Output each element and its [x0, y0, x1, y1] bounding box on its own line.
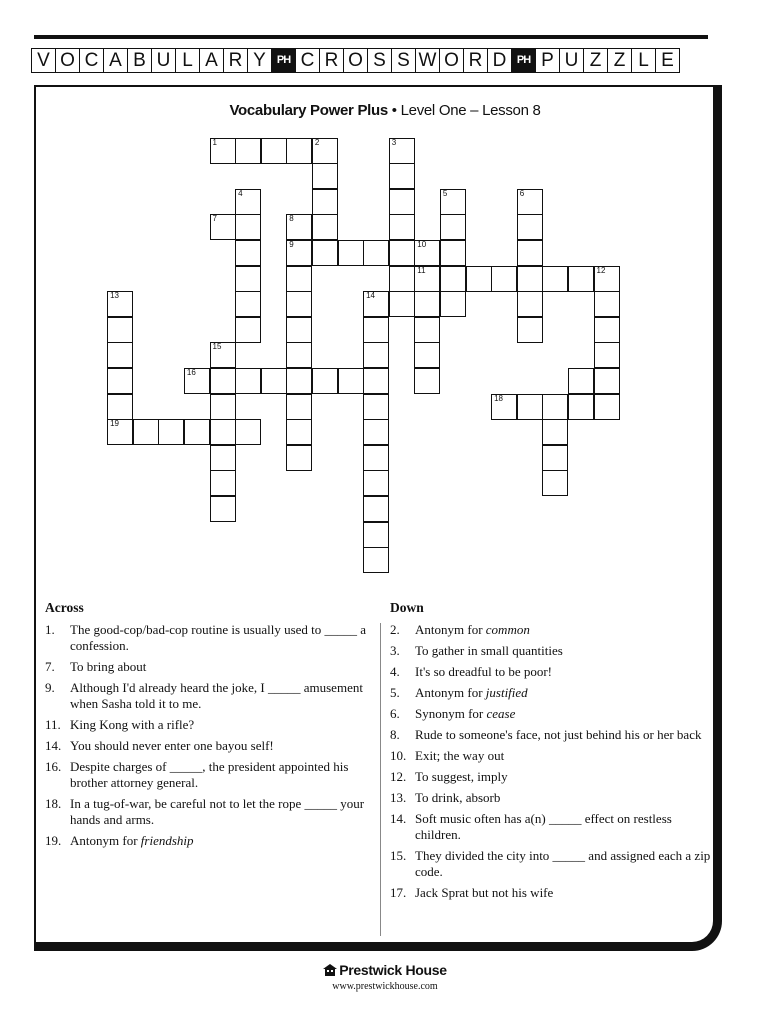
clue-text: Although I'd already heard the joke, I _____ amusement when Sasha told it to me. — [70, 680, 363, 711]
grid-cell[interactable] — [363, 317, 389, 343]
clue-number: 2 — [314, 137, 320, 147]
publisher-url[interactable]: www.prestwickhouse.com — [332, 981, 438, 992]
grid-cell[interactable] — [363, 547, 389, 573]
grid-cell[interactable] — [389, 189, 415, 215]
banner-letter: L — [631, 48, 656, 73]
clue-num: 15. — [390, 848, 407, 863]
grid-cell[interactable] — [594, 394, 620, 420]
grid-cell[interactable] — [542, 394, 568, 420]
grid-cell[interactable] — [261, 138, 287, 164]
down-heading: Down — [390, 600, 424, 615]
clue-text: Despite charges of _____, the president appointed his brother attorney general. — [70, 759, 349, 790]
clue-text: In a tug-of-war, be careful not to let the rope _____ your hands and arms. — [70, 796, 365, 827]
clue-number: 14 — [366, 291, 375, 301]
grid-cell[interactable] — [440, 291, 466, 317]
clue-num: 18. — [45, 796, 62, 811]
grid-cell[interactable] — [312, 240, 338, 266]
banner-logo-cell: PH — [511, 48, 536, 73]
grid-cell[interactable] — [210, 214, 236, 240]
grid-cell[interactable] — [210, 138, 236, 164]
grid-cell[interactable] — [312, 189, 338, 215]
grid-cell[interactable] — [594, 291, 620, 317]
clue-text: Antonym for friendship — [70, 833, 194, 848]
clue-num: 12. — [390, 769, 407, 784]
across-clue — [45, 717, 380, 733]
grid-cell[interactable] — [389, 291, 415, 317]
down-clue — [390, 727, 720, 743]
clue-number: 6 — [519, 188, 525, 198]
clue-number: 15 — [212, 342, 222, 352]
clue-text: The good-cop/bad-cop routine is usually used to _____ a confession. — [70, 622, 367, 653]
grid-cell[interactable] — [594, 368, 620, 394]
grid-cell[interactable] — [312, 368, 338, 394]
grid-cell[interactable] — [363, 394, 389, 420]
clue-number: 18 — [494, 393, 503, 403]
banner-letter: P — [535, 48, 560, 73]
banner-letter: U — [559, 48, 584, 73]
grid-cell[interactable] — [235, 189, 261, 215]
grid-cell[interactable] — [440, 240, 466, 266]
clue-number: 7 — [212, 214, 217, 224]
grid-cell[interactable] — [133, 419, 159, 445]
down-clue — [390, 622, 720, 638]
across-clues — [45, 600, 380, 854]
grid-cell[interactable] — [363, 240, 389, 266]
down-clue — [390, 685, 720, 701]
banner-letter: A — [103, 48, 128, 73]
down-clue — [390, 664, 720, 680]
grid-cell[interactable] — [286, 445, 312, 471]
banner-letter: D — [487, 48, 512, 73]
clue-num: 9. — [45, 680, 55, 695]
grid-cell[interactable] — [542, 266, 568, 292]
grid-cell[interactable] — [517, 266, 543, 292]
banner-letter: L — [175, 48, 200, 73]
banner-letter: Z — [607, 48, 632, 73]
clue-number: 3 — [391, 137, 397, 147]
grid-cell[interactable] — [466, 266, 492, 292]
grid-cell[interactable] — [568, 368, 594, 394]
down-clue — [390, 790, 720, 806]
grid-cell[interactable] — [210, 342, 236, 368]
down-list — [390, 622, 720, 901]
grid-cell[interactable] — [389, 240, 415, 266]
across-clue — [45, 738, 380, 754]
grid-cell[interactable] — [414, 266, 440, 292]
banner-logo-cell: PH — [271, 48, 296, 73]
grid-cell[interactable] — [594, 266, 620, 292]
banner-letter: R — [463, 48, 488, 73]
grid-cell[interactable] — [363, 470, 389, 496]
clue-text: Antonym for justified — [415, 685, 528, 700]
column-divider — [380, 623, 381, 936]
clue-num: 8. — [390, 727, 400, 742]
grid-cell[interactable] — [235, 138, 261, 164]
clue-number: 4 — [238, 188, 243, 198]
grid-cell[interactable] — [286, 368, 312, 394]
down-clue — [390, 643, 720, 659]
grid-cell[interactable] — [286, 266, 312, 292]
clue-number: 16 — [186, 367, 196, 377]
grid-cell[interactable] — [363, 496, 389, 522]
clue-num: 7. — [45, 659, 55, 674]
grid-cell[interactable] — [440, 266, 466, 292]
clue-text: Exit; the way out — [415, 748, 505, 763]
grid-cell[interactable] — [286, 240, 312, 266]
grid-cell[interactable] — [312, 138, 338, 164]
banner-letter: O — [439, 48, 464, 73]
grid-cell[interactable] — [286, 291, 312, 317]
clue-emphasis: friendship — [140, 833, 194, 848]
clue-num: 14. — [45, 738, 62, 753]
grid-cell[interactable] — [389, 214, 415, 240]
grid-cell[interactable] — [517, 317, 543, 343]
clue-number: 10 — [417, 239, 427, 249]
grid-cell[interactable] — [210, 445, 236, 471]
down-clue — [390, 848, 720, 880]
clue-text: You should never enter one bayou self! — [70, 738, 274, 753]
grid-cell[interactable] — [210, 394, 236, 420]
clue-emphasis: cease — [486, 706, 516, 721]
grid-cell[interactable] — [107, 419, 133, 445]
clue-num: 6. — [390, 706, 400, 721]
grid-cell[interactable] — [286, 317, 312, 343]
across-clue — [45, 680, 380, 712]
clue-number: 12 — [596, 265, 606, 275]
grid-cell[interactable] — [107, 291, 133, 317]
grid-cell[interactable] — [491, 394, 517, 420]
lesson-label: Level One – Lesson 8 — [400, 102, 541, 119]
grid-cell[interactable] — [235, 419, 261, 445]
clue-num: 5. — [390, 685, 400, 700]
grid-cell[interactable] — [440, 214, 466, 240]
down-clue — [390, 885, 720, 901]
clue-text: Jack Sprat but not his wife — [415, 885, 554, 900]
grid-cell[interactable] — [107, 368, 133, 394]
banner-letter: Y — [247, 48, 272, 73]
grid-cell[interactable] — [568, 394, 594, 420]
banner-letter: C — [79, 48, 104, 73]
publisher-logo — [0, 962, 770, 978]
clue-text: To drink, absorb — [415, 790, 501, 805]
grid-cell[interactable] — [107, 342, 133, 368]
across-clue — [45, 622, 380, 654]
grid-cell[interactable] — [184, 419, 210, 445]
grid-cell[interactable] — [542, 419, 568, 445]
clue-num: 2. — [390, 622, 400, 637]
grid-cell[interactable] — [158, 419, 184, 445]
grid-cell[interactable] — [414, 368, 440, 394]
banner-letter: C — [295, 48, 320, 73]
clue-text: It's so dreadful to be poor! — [415, 664, 553, 679]
grid-cell[interactable] — [440, 189, 466, 215]
grid-cell[interactable] — [286, 419, 312, 445]
banner-letter: R — [319, 48, 344, 73]
grid-cell[interactable] — [414, 342, 440, 368]
across-clue — [45, 833, 380, 849]
clue-number: 5 — [442, 188, 448, 198]
clue-num: 17. — [390, 885, 407, 900]
grid-cell[interactable] — [363, 291, 389, 317]
grid-cell[interactable] — [389, 163, 415, 189]
clue-text: To bring about — [70, 659, 147, 674]
grid-cell[interactable] — [286, 214, 312, 240]
down-clue — [390, 811, 720, 843]
clue-text: They divided the city into _____ and assigned each a zip code. — [415, 848, 711, 879]
grid-cell[interactable] — [312, 163, 338, 189]
clue-number: 11 — [417, 265, 426, 275]
grid-cell[interactable] — [210, 470, 236, 496]
clue-num: 19. — [45, 833, 62, 848]
across-heading: Across — [45, 600, 84, 615]
grid-cell[interactable] — [414, 317, 440, 343]
across-list — [45, 622, 380, 849]
house-icon — [323, 964, 337, 976]
grid-cell[interactable] — [594, 317, 620, 343]
clue-emphasis: justified — [485, 685, 528, 700]
grid-cell[interactable] — [363, 419, 389, 445]
clue-text: Antonym for common — [415, 622, 530, 637]
banner-letter: S — [367, 48, 392, 73]
grid-cell[interactable] — [235, 240, 261, 266]
across-clue — [45, 659, 380, 675]
banner-letter: V — [31, 48, 56, 73]
clue-number: 13 — [110, 291, 119, 301]
grid-cell[interactable] — [210, 496, 236, 522]
grid-cell[interactable] — [542, 445, 568, 471]
banner-letter: S — [391, 48, 416, 73]
grid-cell[interactable] — [235, 291, 261, 317]
banner-letter: Z — [583, 48, 608, 73]
grid-cell[interactable] — [235, 317, 261, 343]
banner-letter: R — [223, 48, 248, 73]
grid-cell[interactable] — [363, 522, 389, 548]
banner-letter: B — [127, 48, 152, 73]
heading-separator: • — [387, 102, 401, 119]
grid-cell[interactable] — [517, 189, 543, 215]
clue-num: 10. — [390, 748, 407, 763]
down-clue — [390, 748, 720, 764]
clue-number: 9 — [289, 239, 294, 249]
grid-cell[interactable] — [338, 368, 364, 394]
grid-cell[interactable] — [286, 138, 312, 164]
clue-text: Rude to someone's face, not just behind his or her back — [415, 727, 702, 742]
down-clue — [390, 706, 720, 722]
series-title: Vocabulary Power Plus — [229, 102, 388, 119]
grid-cell[interactable] — [235, 368, 261, 394]
grid-cell[interactable] — [517, 291, 543, 317]
grid-cell[interactable] — [210, 419, 236, 445]
clue-text: Synonym for cease — [415, 706, 516, 721]
clue-text: Soft music often has a(n) _____ effect on restless children. — [415, 811, 672, 842]
clue-num: 16. — [45, 759, 62, 774]
grid-cell[interactable] — [286, 394, 312, 420]
clue-number: 1 — [212, 137, 217, 147]
grid-cell[interactable] — [389, 266, 415, 292]
grid-cell[interactable] — [517, 240, 543, 266]
publisher-name: Prestwick House — [339, 962, 447, 978]
clue-emphasis: common — [485, 622, 530, 637]
clue-num: 1. — [45, 622, 55, 637]
grid-cell[interactable] — [235, 214, 261, 240]
grid-cell[interactable] — [594, 342, 620, 368]
grid-cell[interactable] — [517, 214, 543, 240]
grid-cell[interactable] — [286, 342, 312, 368]
grid-cell[interactable] — [414, 291, 440, 317]
clue-num: 13. — [390, 790, 407, 805]
clue-text: To suggest, imply — [415, 769, 508, 784]
banner-letter: O — [343, 48, 368, 73]
grid-cell[interactable] — [261, 368, 287, 394]
clue-number: 8 — [289, 214, 294, 224]
grid-cell[interactable] — [414, 240, 440, 266]
clue-num: 14. — [390, 811, 407, 826]
grid-cell[interactable] — [517, 394, 543, 420]
grid-cell[interactable] — [568, 266, 594, 292]
grid-cell[interactable] — [363, 342, 389, 368]
grid-cell[interactable] — [312, 214, 338, 240]
clue-number: 19 — [110, 419, 119, 429]
grid-cell[interactable] — [389, 138, 415, 164]
grid-cell[interactable] — [542, 470, 568, 496]
banner-letter: W — [415, 48, 440, 73]
grid-cell[interactable] — [184, 368, 210, 394]
clue-text: To gather in small quantities — [415, 643, 563, 658]
banner-letter: E — [655, 48, 680, 73]
grid-cell[interactable] — [491, 266, 517, 292]
across-clue — [45, 796, 380, 828]
grid-cell[interactable] — [235, 266, 261, 292]
across-clue — [45, 759, 380, 791]
grid-cell[interactable] — [338, 240, 364, 266]
down-clues — [390, 600, 720, 906]
banner-letter: A — [199, 48, 224, 73]
grid-cell[interactable] — [363, 445, 389, 471]
banner-letter: U — [151, 48, 176, 73]
grid-cell[interactable] — [363, 368, 389, 394]
clue-num: 4. — [390, 664, 400, 679]
clue-text: King Kong with a rifle? — [70, 717, 195, 732]
clue-num: 11. — [45, 717, 61, 732]
clue-num: 3. — [390, 643, 400, 658]
grid-cell[interactable] — [107, 394, 133, 420]
grid-cell[interactable] — [107, 317, 133, 343]
banner-letter: O — [55, 48, 80, 73]
grid-cell[interactable] — [210, 368, 236, 394]
down-clue — [390, 769, 720, 785]
